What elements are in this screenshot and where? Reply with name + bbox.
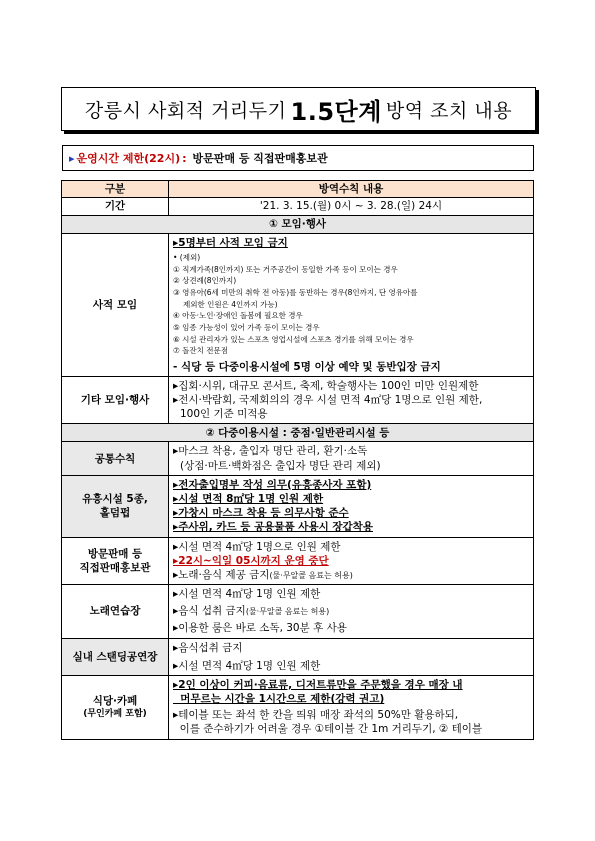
table-header-row bbox=[62, 181, 534, 198]
restaurant-label-line: (무인카페 포함) bbox=[83, 709, 147, 720]
restaurant-row bbox=[62, 675, 534, 739]
exception-item: ⑥ 시설 관리자가 있는 스포츠 영업시설에 스포츠 경기를 위해 모이는 경우 bbox=[173, 334, 414, 344]
entertainment-line: ▸전자출입명부 작성 의무(유흥종사자 포함) bbox=[173, 478, 372, 491]
title-prefix: 강릉시 사회적 거리두기 bbox=[84, 99, 287, 122]
direct-sales-line: ▸시설 면적 4㎡당 1명으로 인원 제한 bbox=[173, 540, 341, 553]
karaoke-label: 노래연습장 bbox=[62, 585, 169, 639]
period-row bbox=[62, 198, 534, 216]
header-content: 방역수칙 내용 bbox=[169, 181, 534, 198]
direct-sales-line bbox=[173, 568, 529, 582]
direct-sales-closing: ▸22시~익일 05시까지 운영 중단 bbox=[173, 554, 329, 567]
triangle-bullet-icon: ▸ bbox=[69, 151, 75, 165]
entertainment-content bbox=[169, 475, 534, 537]
exception-item: ⑤ 임종 가능성이 있어 가족 등이 모이는 경우 bbox=[173, 322, 320, 332]
exception-item: • (제외) bbox=[173, 253, 201, 263]
karaoke-line: ▸이용한 룸은 바로 소독, 30분 후 사용 bbox=[173, 622, 347, 635]
standing-venue-content bbox=[169, 638, 534, 675]
entertainment-label-line: 홀덤펍 bbox=[99, 507, 131, 520]
entertainment-line: ▸가창시 마스크 착용 등 의무사항 준수 bbox=[173, 507, 349, 520]
section-row bbox=[62, 216, 534, 234]
karaoke-food-ban: ▸음식 섭취 금지 bbox=[173, 605, 246, 618]
section-title: ① 모임·행사 bbox=[62, 216, 534, 234]
operating-hours-notice bbox=[62, 145, 534, 171]
entertainment-line: ▸시설 면적 8㎡당 1명 인원 제한 bbox=[173, 493, 324, 505]
private-gathering-content bbox=[169, 234, 534, 377]
restaurant-line: 머무르는 시간을 1시간으로 제한(강력 권고) bbox=[173, 693, 385, 706]
period-value: '21. 3. 15.(월) 0시 ~ 3. 28.(일) 24시 bbox=[169, 198, 534, 216]
other-events-line: ▸집회·시위, 대규모 콘서트, 축제, 학술행사는 100인 미만 인원제한 bbox=[173, 379, 479, 392]
common-rules-row bbox=[62, 442, 534, 475]
karaoke-line: ▸시설 면적 4㎡당 1명 인원 제한 bbox=[173, 588, 321, 601]
title-level: 1.5단계 bbox=[290, 97, 382, 126]
restaurant-line: 이를 준수하기가 어려울 경우 ①테이블 간 1m 거리두기, ② 테이블 bbox=[173, 723, 483, 736]
karaoke-food-note: (물·무알콜 음료는 허용) bbox=[245, 607, 330, 617]
restaurant-label-line: 식당·카페 bbox=[92, 695, 138, 708]
common-rules-label: 공통수칙 bbox=[62, 442, 169, 475]
exception-item: ④ 아동·노인·장애인 돌봄에 필요한 경우 bbox=[173, 311, 303, 321]
private-gathering-label: 사적 모임 bbox=[62, 234, 169, 377]
private-gathering-title: ▸5명부터 사적 모임 금지 bbox=[173, 237, 288, 249]
private-gathering-footer: - 식당 등 다중이용시설에 5명 이상 예약 및 동반입장 금지 bbox=[173, 360, 441, 373]
standing-venue-row bbox=[62, 638, 534, 675]
other-events-content bbox=[169, 376, 534, 424]
measures-table bbox=[61, 180, 534, 740]
exception-item: 제외한 인원은 4인까지 가능) bbox=[183, 299, 278, 309]
entertainment-label bbox=[62, 475, 169, 537]
karaoke-row bbox=[62, 585, 534, 639]
header-category: 구분 bbox=[62, 181, 169, 198]
notice-colon: : bbox=[182, 151, 187, 165]
section-title: ② 다중이용시설 : 중점·일반관리시설 등 bbox=[62, 424, 534, 442]
standing-venue-line: ▸시설 면적 4㎡당 1명 인원 제한 bbox=[173, 659, 321, 672]
direct-sales-label-line: 방문판매 등 bbox=[87, 547, 143, 560]
standing-venue-line: ▸음식섭취 금지 bbox=[173, 641, 243, 654]
standing-venue-label: 실내 스탠딩공연장 bbox=[62, 638, 169, 675]
restaurant-line: ▸테이블 또는 좌석 한 칸을 띄워 매장 좌석의 50%만 활용하되, bbox=[173, 709, 459, 722]
exception-item: ⑦ 돌잔치 전문점 bbox=[173, 346, 228, 356]
other-events-label: 기타 모임·행사 bbox=[62, 376, 169, 424]
common-rules-line: (상점·마트·백화점은 출입자 명단 관리 제외) bbox=[180, 459, 381, 472]
exception-item: ③ 영유아(6세 미만의 취학 전 아동)를 동반하는 경우(8인까지, 단 영유아를 bbox=[173, 288, 418, 298]
direct-sales-food-note: (물·무알콜 음료는 허용) bbox=[269, 570, 353, 580]
title-suffix: 방역 조치 내용 bbox=[385, 99, 513, 122]
other-events-line: ▸전시·박람회, 국제회의의 경우 시설 면적 4㎡당 1명으로 인원 제한, bbox=[173, 394, 483, 407]
common-rules-content bbox=[169, 442, 534, 475]
other-events-line: 100인 기준 미적용 bbox=[180, 408, 268, 421]
entertainment-row bbox=[62, 475, 534, 537]
direct-sales-label bbox=[62, 537, 169, 585]
notice-text: 방문판매 등 직접판매홍보관 bbox=[192, 152, 328, 165]
karaoke-line bbox=[173, 604, 529, 618]
restaurant-content bbox=[169, 675, 534, 739]
exception-item: ① 직계가족(8인까지) 또는 거주공간이 동일한 가족 등이 모이는 경우 bbox=[173, 264, 398, 274]
period-label: 기간 bbox=[62, 198, 169, 216]
entertainment-label-line: 유흥시설 5종, bbox=[82, 493, 148, 505]
restaurant-line: ▸2인 이상이 커피·음료류, 디저트류만을 주문했을 경우 매장 내 bbox=[173, 678, 463, 691]
document-title bbox=[61, 87, 536, 131]
other-events-row bbox=[62, 376, 534, 424]
common-rules-line: ▸마스크 착용, 출입자 명단 관리, 환기·소독 bbox=[173, 445, 368, 458]
notice-label: 운영시간 제한(22시) bbox=[76, 152, 181, 165]
section-row bbox=[62, 424, 534, 442]
entertainment-line: ▸주사위, 카드 등 공용물품 사용시 장갑착용 bbox=[173, 521, 373, 534]
direct-sales-label-line: 직접판매홍보관 bbox=[79, 561, 151, 574]
restaurant-label bbox=[62, 675, 169, 739]
direct-sales-row bbox=[62, 537, 534, 585]
karaoke-content bbox=[169, 585, 534, 639]
exception-item: ② 상견례(8인까지) bbox=[173, 276, 237, 286]
direct-sales-food-ban: ▸노래·음식 제공 금지 bbox=[173, 568, 270, 581]
private-gathering-row bbox=[62, 234, 534, 377]
direct-sales-content bbox=[169, 537, 534, 585]
